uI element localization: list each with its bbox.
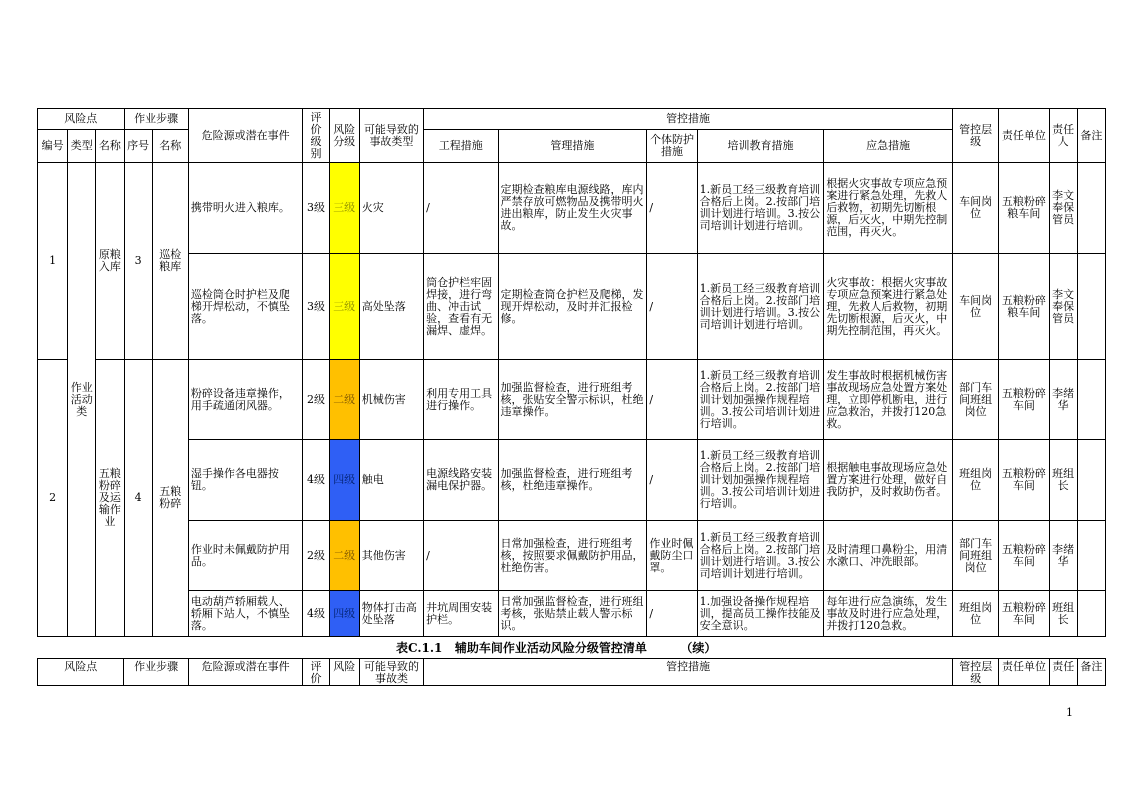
table-caption: 表C.1.1 辅助车间作业活动风险分级管控清单 （续） [396, 641, 717, 655]
accident-cell: 火灾 [359, 163, 423, 254]
control-level-cell: 班组岗位 [953, 591, 999, 637]
unit-cell: 五粮粉碎车间 [999, 360, 1049, 440]
eval-level-cell: 2级 [303, 360, 329, 440]
engineering-cell: 电源线路安装漏电保护器。 [424, 440, 498, 521]
table-row [38, 440, 1106, 521]
control-level-cell: 班组岗位 [953, 440, 999, 521]
eval-level-cell: 3级 [303, 163, 329, 254]
control-level-cell: 部门车间班组岗位 [953, 521, 999, 591]
hazard-cell: 巡检筒仓时护栏及爬梯开焊松动，不慎坠落。 [188, 254, 303, 360]
personal-cell: / [647, 591, 697, 637]
emergency-cell: 每年进行应急演练，发生事故及时进行应急处理，并拨打120急救。 [824, 591, 953, 637]
header-remark: 备注 [1077, 109, 1105, 163]
accident-cell: 触电 [359, 440, 423, 521]
page-number: 1 [1066, 706, 1073, 719]
personal-cell: / [647, 440, 697, 521]
management-cell: 定期检查筒仓护栏及爬梯，发现开焊松动，及时并汇报检修。 [498, 254, 647, 360]
unit-cell: 五粮粉碎车间 [999, 521, 1049, 591]
person-cell: 李文奉保管员 [1049, 254, 1077, 360]
header-seq: 序号 [124, 130, 152, 163]
control-level-cell: 车间岗位 [953, 254, 999, 360]
header-no: 编号 [38, 130, 68, 163]
management-cell: 加强监督检查，进行班组考核，张贴安全警示标识，杜绝违章操作。 [498, 360, 647, 440]
training-cell: 1.新员工经三级教育培训合格后上岗。2.按部门培训计划进行培训。3.按公司培训计划进行培训。 [697, 521, 824, 591]
cont-risk-level: 风险 [329, 659, 359, 686]
management-cell: 日常加强检查，进行班组考核，按照要求佩戴防护用品，杜绝伤害。 [498, 521, 647, 591]
header-work-step: 作业步骤 [124, 109, 188, 130]
accident-cell: 机械伤害 [359, 360, 423, 440]
cont-evaluation: 评价 [303, 659, 329, 686]
hazard-cell: 携带明火进入粮库。 [188, 163, 303, 254]
training-cell: 1.加强设备操作规程培训，提高员工操作技能及安全意识。 [697, 591, 824, 637]
cont-control-level: 管控层级 [953, 659, 999, 686]
risk-level-cell: 三级 [329, 254, 359, 360]
hazard-cell: 作业时未佩戴防护用品。 [188, 521, 303, 591]
remark-cell [1077, 591, 1105, 637]
header-responsible-person: 责任人 [1049, 109, 1077, 163]
cont-possible-accident: 可能导致的事故类 [359, 659, 423, 686]
risk-level-cell: 三级 [329, 163, 359, 254]
table-row [38, 360, 1106, 440]
hazard-cell: 电动葫芦轿厢载人、轿厢下站人，不慎坠落。 [188, 591, 303, 637]
accident-cell: 高处坠落 [359, 254, 423, 360]
table-row [38, 163, 1106, 254]
unit-cell: 五粮粉碎车间 [999, 440, 1049, 521]
header-training: 培训教育措施 [697, 130, 824, 163]
group-name: 原粮入库 [96, 163, 124, 360]
risk-control-table [37, 108, 1106, 637]
header-risk-point: 风险点 [38, 109, 125, 130]
cont-responsible-unit: 责任单位 [999, 659, 1049, 686]
table-row [38, 591, 1106, 637]
personal-cell: 作业时佩戴防尘口罩。 [647, 521, 697, 591]
step-name: 巡检粮库 [152, 163, 188, 360]
header-evaluation-level: 评价级别 [303, 109, 329, 163]
header-responsible-unit: 责任单位 [999, 109, 1049, 163]
accident-cell: 物体打击高处坠落 [359, 591, 423, 637]
header-possible-accident: 可能导致的事故类型 [359, 109, 423, 163]
table-row [38, 254, 1106, 360]
cont-work-step: 作业步骤 [124, 659, 188, 686]
eval-level-cell: 2级 [303, 521, 329, 591]
header-name: 名称 [96, 130, 124, 163]
cont-responsible-person: 责任 [1049, 659, 1077, 686]
table-row [38, 521, 1106, 591]
remark-cell [1077, 440, 1105, 521]
header-emergency: 应急措施 [824, 130, 953, 163]
header-control-measures: 管控措施 [424, 109, 953, 130]
accident-cell: 其他伤害 [359, 521, 423, 591]
remark-cell [1077, 360, 1105, 440]
group-no: 2 [38, 360, 68, 637]
risk-level-cell: 四级 [329, 440, 359, 521]
risk-level-cell: 四级 [329, 591, 359, 637]
person-cell: 李文奉保管员 [1049, 163, 1077, 254]
personal-cell: / [647, 360, 697, 440]
group-no: 1 [38, 163, 68, 360]
person-cell: 班组长 [1049, 591, 1077, 637]
training-cell: 1.新员工经三级教育培训合格后上岗。2.按部门培训计划加强操作规程培训。3.按公司培训计划进行培训。 [697, 360, 824, 440]
training-cell: 1.新员工经三级教育培训合格后上岗。2.按部门培训计划进行培训。3.按公司培训计划进行培训。 [697, 163, 824, 254]
engineering-cell: 筒仓护栏牢固焊接，进行弯曲、冲击试验，查看有无漏焊、虚焊。 [424, 254, 498, 360]
emergency-cell: 火灾事故：根据火灾事故专项应急预案进行紧急处理，先救人后救物，初期先切断根源，后灭火，中期先控制范围，再灭火。 [824, 254, 953, 360]
group-name: 五粮粉碎及运输作业 [96, 360, 124, 637]
step-name: 五粮粉碎 [152, 360, 188, 637]
hazard-cell: 粉碎设备违章操作，用手疏通闭风器。 [188, 360, 303, 440]
training-cell: 1.新员工经三级教育培训合格后上岗。2.按部门培训计划加强操作规程培训。3.按公司培训计划进行培训。 [697, 440, 824, 521]
continuation-table-header [37, 658, 1106, 686]
emergency-cell: 根据触电事故现场应急处置方案进行处理，做好自我防护，及时救助伤者。 [824, 440, 953, 521]
eval-level-cell: 3级 [303, 254, 329, 360]
emergency-cell: 根据火灾事故专项应急预案进行紧急处理，先救人后救物，初期先切断根源，后灭火，中期先控制范围，再灭火。 [824, 163, 953, 254]
header-control-level: 管控层级 [953, 109, 999, 163]
cont-control-measures: 管控措施 [424, 659, 953, 686]
engineering-cell: / [424, 521, 498, 591]
activity-type: 作业活动类 [68, 163, 96, 637]
eval-level-cell: 4级 [303, 440, 329, 521]
management-cell: 日常加强监督检查，进行班组考核，张贴禁止载人警示标识。 [498, 591, 647, 637]
cont-risk-point: 风险点 [38, 659, 124, 686]
step-seq: 4 [124, 360, 152, 637]
engineering-cell: / [424, 163, 498, 254]
header-engineering: 工程措施 [424, 130, 498, 163]
cont-hazard: 危险源或潜在事件 [188, 659, 303, 686]
step-seq: 3 [124, 163, 152, 360]
personal-cell: / [647, 163, 697, 254]
unit-cell: 五粮粉碎粮车间 [999, 163, 1049, 254]
header-risk-level: 风险分级 [329, 109, 359, 163]
control-level-cell: 部门车间班组岗位 [953, 360, 999, 440]
eval-level-cell: 4级 [303, 591, 329, 637]
remark-cell [1077, 163, 1105, 254]
personal-cell: / [647, 254, 697, 360]
person-cell: 班组长 [1049, 440, 1077, 521]
emergency-cell: 及时清理口鼻粉尘，用清水漱口、冲洗眼部。 [824, 521, 953, 591]
header-step-name: 名称 [152, 130, 188, 163]
remark-cell [1077, 254, 1105, 360]
engineering-cell: 利用专用工具进行操作。 [424, 360, 498, 440]
engineering-cell: 井坑周围安装护栏。 [424, 591, 498, 637]
person-cell: 李绪华 [1049, 360, 1077, 440]
header-hazard: 危险源或潜在事件 [188, 109, 303, 163]
management-cell: 加强监督检查，进行班组考核，杜绝违章操作。 [498, 440, 647, 521]
header-management: 管理措施 [498, 130, 647, 163]
unit-cell: 五粮粉碎粮车间 [999, 254, 1049, 360]
emergency-cell: 发生事故时根据机械伤害事故现场应急处置方案处理，立即停机断电，进行应急救治，并拨打120急救。 [824, 360, 953, 440]
training-cell: 1.新员工经三级教育培训合格后上岗。2.按部门培训计划进行培训。3.按公司培训计划进行培训。 [697, 254, 824, 360]
cont-remark: 备注 [1077, 659, 1105, 686]
management-cell: 定期检查粮库电源线路，库内严禁存放可燃物品及携带明火进出粮库，防止发生火灾事故。 [498, 163, 647, 254]
person-cell: 李绪华 [1049, 521, 1077, 591]
risk-level-cell: 二级 [329, 360, 359, 440]
remark-cell [1077, 521, 1105, 591]
hazard-cell: 湿手操作各电器按钮。 [188, 440, 303, 521]
risk-level-cell: 二级 [329, 521, 359, 591]
header-personal-protection: 个体防护措施 [647, 130, 697, 163]
control-level-cell: 车间岗位 [953, 163, 999, 254]
header-type: 类型 [68, 130, 96, 163]
unit-cell: 五粮粉碎车间 [999, 591, 1049, 637]
